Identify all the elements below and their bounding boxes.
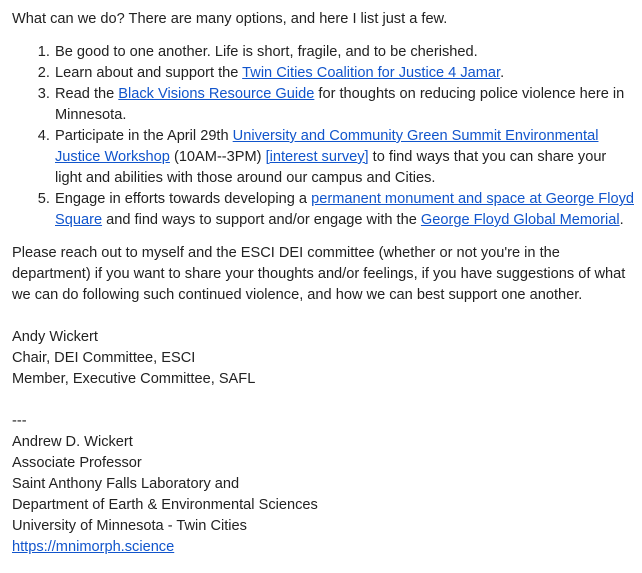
signoff-role: Chair, DEI Committee, ESCI bbox=[12, 350, 196, 366]
list-text: and find ways to support and/or engage with the bbox=[102, 212, 421, 228]
list-item bbox=[54, 189, 636, 231]
email-signature bbox=[12, 411, 636, 558]
list-item bbox=[54, 84, 636, 126]
list-text: Learn about and support the bbox=[55, 65, 243, 81]
signature-affiliation: University of Minnesota - Twin Cities bbox=[12, 518, 247, 534]
list-text: to find ways that you can share your light and abilities with those around our campus and Cities. bbox=[55, 149, 607, 186]
list-text: Read the bbox=[55, 86, 119, 102]
green-summit-link[interactable]: University and Community Green Summit Environmental Justice Workshop bbox=[55, 128, 599, 165]
signoff-block bbox=[12, 327, 636, 390]
options-list bbox=[12, 42, 636, 231]
george-floyd-memorial-link[interactable]: George Floyd Global Memorial bbox=[420, 212, 620, 228]
black-visions-link[interactable]: Black Visions Resource Guide bbox=[118, 86, 315, 102]
list-text: . bbox=[500, 65, 505, 81]
signoff-role: Member, Executive Committee, SAFL bbox=[12, 371, 256, 387]
signature-affiliation: Department of Earth & Environmental Sciences bbox=[12, 497, 318, 513]
signature-affiliation: Saint Anthony Falls Laboratory and bbox=[12, 476, 240, 492]
closing-paragraph: Please reach out to myself and the ESCI DEI committee (whether or not you're in the department) if you want to share your thoughts and/or feelings, if you have suggestions of what we can do following such continued violence, and how we can best support one another. bbox=[12, 245, 626, 303]
signature-name: Andrew D. Wickert bbox=[12, 434, 133, 450]
list-text: Be good to one another. Life is short, fragile, and to be cherished. bbox=[55, 44, 478, 60]
website-link[interactable]: https://mnimorph.science bbox=[12, 539, 175, 555]
list-text: (10AM--3PM) bbox=[169, 149, 266, 165]
list-text: . bbox=[619, 212, 624, 228]
george-floyd-square-link[interactable]: permanent monument and space at George Floyd Square bbox=[55, 191, 634, 228]
signature-separator: --- bbox=[12, 413, 27, 429]
signoff-name: Andy Wickert bbox=[12, 329, 98, 345]
list-item bbox=[54, 63, 636, 84]
email-body bbox=[12, 9, 636, 558]
list-text: Participate in the April 29th bbox=[55, 128, 233, 144]
signature-title: Associate Professor bbox=[12, 455, 142, 471]
list-item bbox=[54, 42, 636, 63]
intro-text: What can we do? There are many options, and here I list just a few. bbox=[12, 11, 448, 27]
list-text: Engage in efforts towards developing a bbox=[55, 191, 312, 207]
list-item bbox=[54, 126, 636, 189]
tccj4j-link[interactable]: Twin Cities Coalition for Justice 4 Jamar bbox=[242, 65, 501, 81]
interest-survey-link[interactable]: [interest survey] bbox=[265, 149, 369, 165]
list-text: for thoughts on reducing police violence here in Minnesota. bbox=[55, 86, 625, 123]
